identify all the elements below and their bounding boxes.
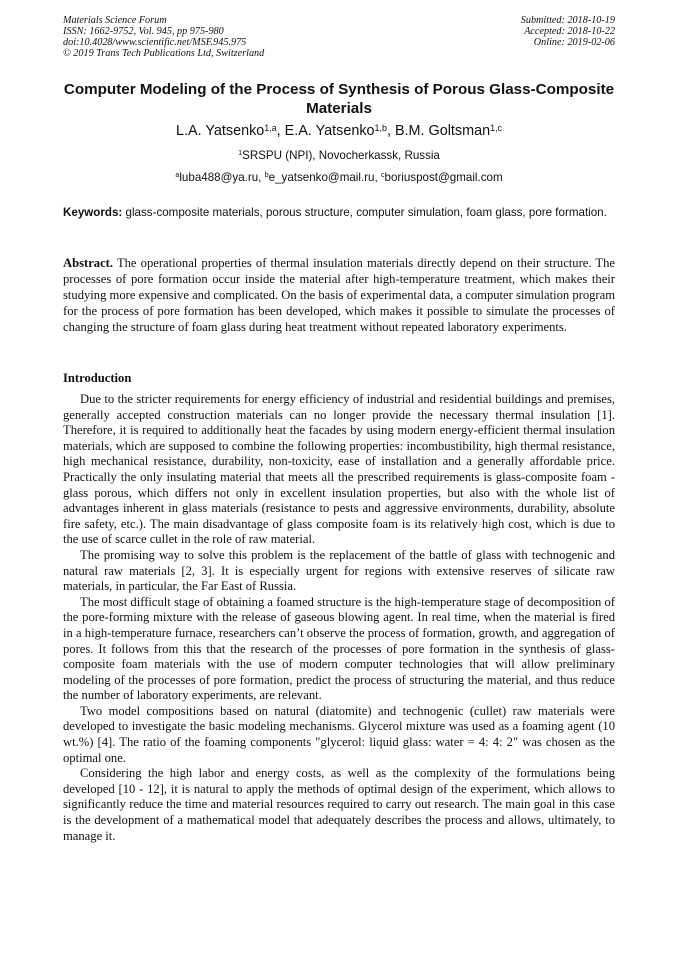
body-paragraph: Considering the high labor and energy costs, as well as the complexity of the formulations being developed [10 - 12], it is natural to apply the methods of optimal design of the experiment, which allows to significantly reduce the time and material resources required to carry out research. The main goal in this case is the development of a mathematical model that adequately describes the process and allows, ultimately, to manage it. bbox=[63, 766, 615, 843]
email-list bbox=[63, 171, 615, 185]
body-paragraph: Two model compositions based on natural (diatomite) and technogenic (cullet) raw materials were developed to investigate the basic modeling mechanisms. Glycerol mixture was used as a foaming agent (10 wt.%) [4]. The ratio of the foaming components "glycerol: liquid glass: water = 4: 4: 2" was chosen as the optimal one. bbox=[63, 703, 615, 765]
email-address: boriuspost@gmail.com bbox=[384, 171, 503, 184]
online-date: Online: 2019-02-06 bbox=[533, 37, 615, 48]
author-affil-sup: 1,b bbox=[374, 122, 387, 133]
email-address: e_yatsenko@mail.ru bbox=[268, 171, 375, 184]
journal-header bbox=[63, 15, 264, 59]
journal-name: Materials Science Forum bbox=[63, 15, 167, 26]
author-affil-sup: 1,a bbox=[264, 122, 277, 133]
abstract-text: The operational properties of thermal insulation materials directly depend on their structure. The processes of pore formation occur inside the material after high-temperature treatment, which makes their studying more expensive and complicated. On the basis of experimental data, a computer simulation program for the process of pore formation has been developed, which makes it possible to simulate the processes of changing the structure of foam glass during heat treatment without repeated laboratory experiments. bbox=[63, 256, 616, 334]
copyright-line: © 2019 Trans Tech Publications Ltd, Switzerland bbox=[63, 48, 265, 59]
author-name: L.A. Yatsenko bbox=[176, 123, 265, 139]
dates-header bbox=[521, 15, 615, 48]
body-paragraph: The most difficult stage of obtaining a foamed structure is the high-temperature stage of decomposition of the pore-forming mixture with the release of gaseous blowing agent. In real time, when the material is fired in a high-temperature furnace, researchers can’t observe the process of formation, growth, and aggregation of pores. It follows from this that the research of the processes of pore formation in the synthesis of glass-composite foam materials with the use of modern computer technologies that will allow preliminary modeling of the processes of pore formation, predict the process of structuring the material, and thus reduce the number of laboratory experiments, are relevant. bbox=[63, 594, 615, 703]
issn-line: ISSN: 1662-9752, Vol. 945, pp 975-980 bbox=[63, 26, 224, 37]
affiliation-sup: 1 bbox=[238, 148, 243, 158]
email-sup: b bbox=[264, 170, 269, 180]
author-separator: , bbox=[276, 123, 285, 139]
abstract-block bbox=[63, 255, 615, 335]
body-paragraph: The promising way to solve this problem is the replacement of the battle of glass with technogenic and natural raw materials [2, 3]. It is especially urgent for regions with extensive reserves of silicate raw materials, in particular, the Far East of Russia. bbox=[63, 547, 615, 594]
body-paragraph: Due to the stricter requirements for energy efficiency of industrial and residential buildings and premises, generally accepted construction materials can no longer provide the necessary thermal insulation [1]. Therefore, it is required to additionally heat the facades by using modern energy-efficient thermal insulation materials, which are supposed to combine the following properties: incombustibility, high thermal resistance, high mechanical resistance, durability, non-toxicity, ease of installation and a generally affordable price. Practically the only insulating material that meets all the prescribed requirements is glass-composite foam - glass porous, which differs not only in excellent insulation properties, but also with the whole list of advantages inherent in glass materials (resistance to pests and aggressive environments, durability, absolute fire safety, etc.). The main disadvantage of glass composite foam is its relatively high cost, which is due to the use of scarce cullet in the role of raw material. bbox=[63, 392, 615, 547]
keywords-label: Keywords: bbox=[63, 206, 123, 219]
paper-title: Computer Modeling of the Process of Synthesis of Porous Glass-Composite Materials bbox=[63, 81, 615, 117]
introduction-body bbox=[63, 392, 615, 844]
keywords-block bbox=[63, 205, 615, 221]
section-heading-introduction: Introduction bbox=[63, 371, 132, 385]
email-sup: c bbox=[380, 170, 385, 180]
author-name: E.A. Yatsenko bbox=[284, 123, 375, 139]
author-list bbox=[63, 122, 615, 140]
submitted-date: Submitted: 2018-10-19 bbox=[520, 15, 615, 26]
accepted-date: Accepted: 2018-10-22 bbox=[524, 26, 615, 37]
email-separator: , bbox=[258, 171, 265, 184]
email-address: luba488@ya.ru bbox=[179, 171, 259, 184]
author-separator: , bbox=[386, 123, 395, 139]
affiliation-text: SRSPU (NPI), Novocherkassk, Russia bbox=[242, 149, 440, 162]
doi-line: doi:10.4028/www.scientific.net/MSF.945.975 bbox=[63, 37, 247, 48]
affiliation bbox=[63, 149, 615, 163]
keywords-text: glass-composite materials, porous structure, computer simulation, foam glass, pore formation. bbox=[125, 206, 607, 219]
email-sup: a bbox=[175, 170, 180, 180]
email-separator: , bbox=[374, 171, 381, 184]
author-name: B.M. Goltsman bbox=[394, 123, 491, 139]
abstract-label: Abstract. bbox=[63, 256, 114, 270]
author-affil-sup: 1,c bbox=[490, 122, 502, 133]
